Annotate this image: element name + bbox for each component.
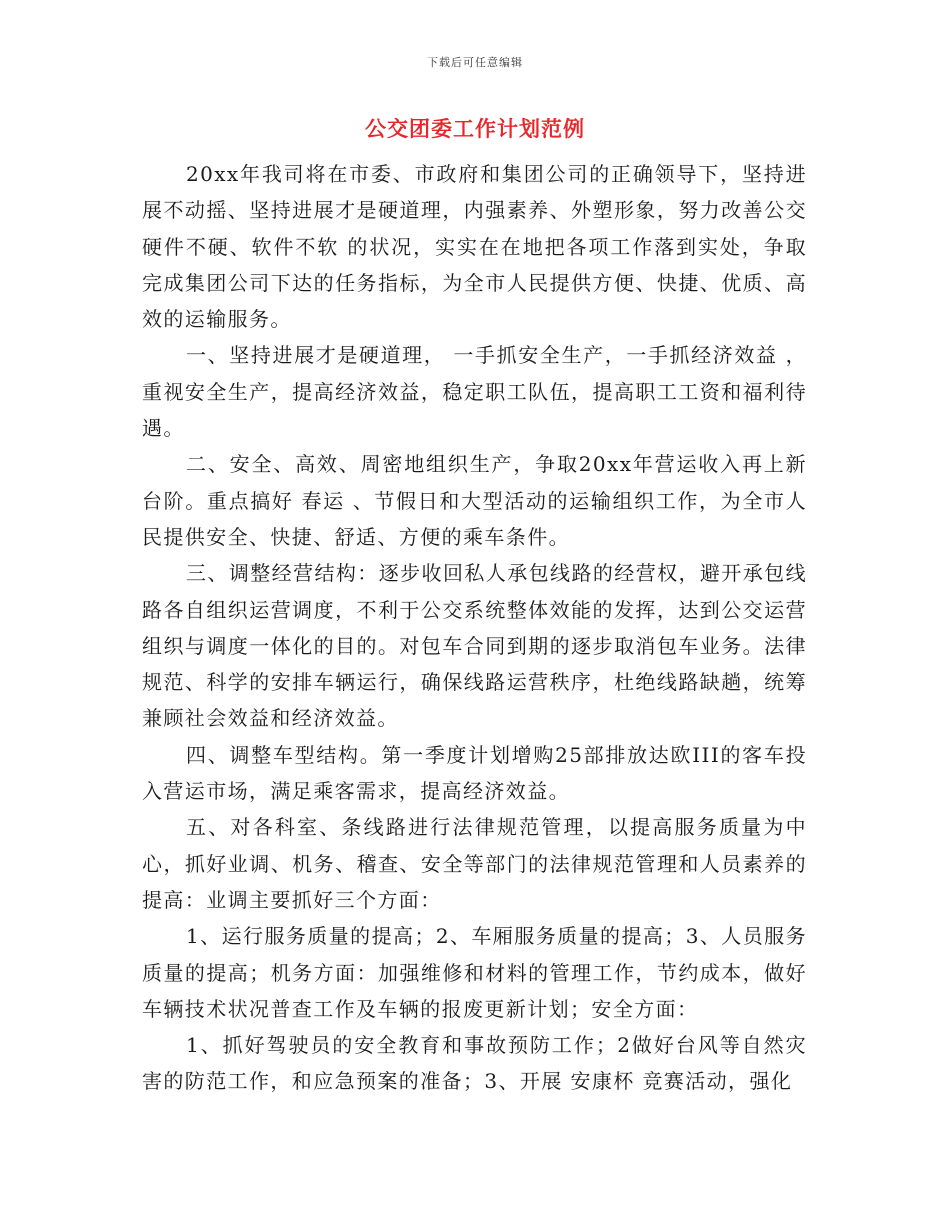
- document-title: 公交团委工作计划范例: [365, 117, 585, 141]
- paragraph-sub-list-2: 1、抓好驾驶员的安全教育和事故预防工作；2做好台风等自然灾害的防范工作，和应急预案的准备；3、开展 安康杯 竞赛活动，强化: [142, 1033, 807, 1094]
- document-body: [142, 156, 807, 1100]
- paragraph-item-1: 一、坚持进展才是硬道理， 一手抓安全生产，一手抓经济效益 ，重视安全生产，提高经济效益，稳定职工队伍，提高职工工资和福利待遇。: [142, 343, 807, 441]
- paragraph-item-5: 五、对各科室、条线路进行法律规范管理，以提高服务质量为中心，抓好业调、机务、稽查、安全等部门的法律规范管理和人员素养的提高：业调主要抓好三个方面：: [142, 815, 807, 912]
- paragraph-item-4: 四、调整车型结构。第一季度计划增购25部排放达欧III的客车投入营运市场，满足乘客需求，提高经济效益。: [142, 742, 807, 804]
- paragraph-item-2: 二、安全、高效、周密地组织生产，争取20xx年营运收入再上新台阶。重点搞好 春运 、节假日和大型活动的运输组织工作，为全市人民提供安全、快捷、舒适、方便的乘车条件。: [142, 452, 807, 549]
- paragraph-item-3: 三、调整经营结构：逐步收回私人承包线路的经营权，避开承包线路各自组织运营调度，不利于公交系统整体效能的发挥，达到公交运营组织与调度一体化的目的。对包车合同到期的逐步取消包车业务。法律规范、科学的安排车辆运行，确保线路运营秩序，杜绝线路缺趟，统筹兼顾社会效益和经济效益。: [142, 561, 807, 731]
- paragraph-intro: 20xx年我司将在市委、市政府和集团公司的正确领导下，坚持进展不动摇、坚持进展才是硬道理，内强素养、外塑形象，努力改善公交 硬件不硬、软件不软 的状况，实实在在地把各项工作落到实处，争取完成集团公司下达的任务指标，为全市人民提供方便、快捷、优质、高效的运输服务。: [142, 162, 807, 332]
- page-header-note: 下载后可任意编辑: [427, 56, 523, 69]
- paragraph-sub-list-1: 1、运行服务质量的提高；2、车厢服务质量的提高；3、人员服务质量的提高；机务方面：加强维修和材料的管理工作，节约成本，做好车辆技术状况普查工作及车辆的报废更新计划；安全方面：: [142, 924, 807, 1021]
